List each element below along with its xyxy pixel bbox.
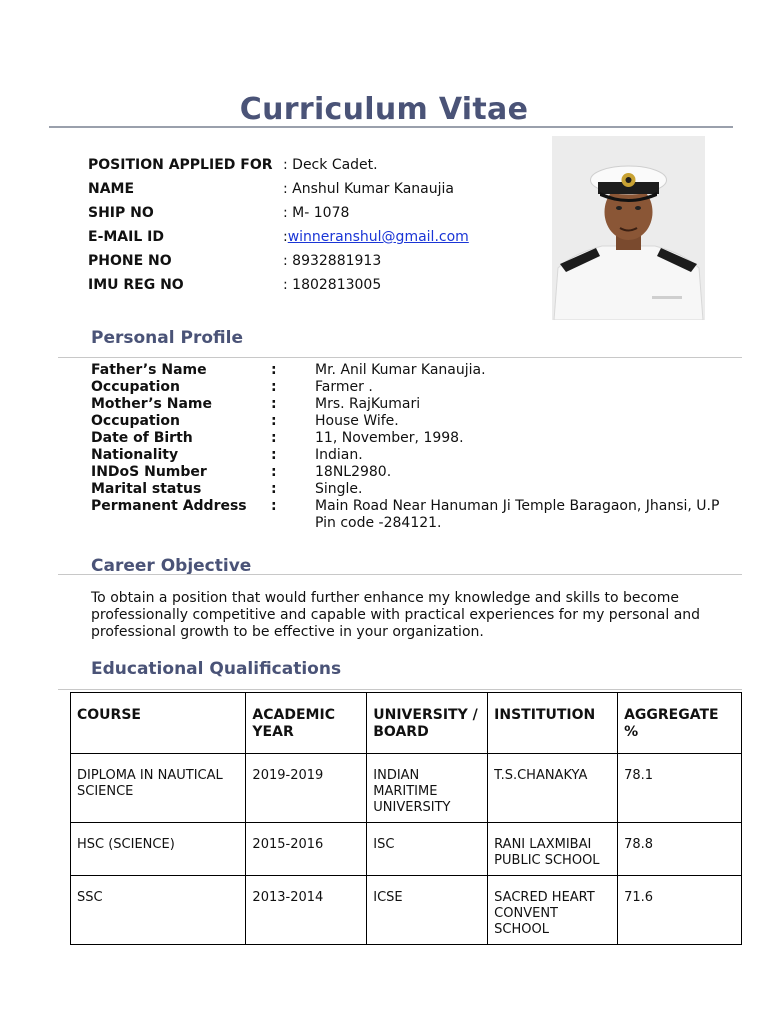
- profile-value: Farmer .: [315, 379, 373, 395]
- profile-row: [91, 413, 741, 430]
- profile-value: 18NL2980.: [315, 464, 392, 480]
- table-cell: 2019-2019: [246, 754, 367, 823]
- table-cell: SACRED HEART CONVENT SCHOOL: [488, 876, 618, 945]
- table-cell: 78.1: [618, 754, 742, 823]
- column-header: UNIVERSITY / BOARD: [367, 693, 488, 754]
- profile-label: Father’s Name: [91, 362, 207, 378]
- profile-value: House Wife.: [315, 413, 399, 429]
- profile-value: Main Road Near Hanuman Ji Temple Baragaon, Jhansi, U.P: [315, 498, 720, 514]
- profile-value: Mr. Anil Kumar Kanaujia.: [315, 362, 486, 378]
- table-cell: INDIAN MARITIME UNIVERSITY: [367, 754, 488, 823]
- profile-row: [91, 362, 741, 379]
- field-label: POSITION APPLIED FOR: [88, 157, 273, 173]
- page-title: Curriculum Vitae: [239, 92, 529, 127]
- profile-row: [91, 481, 741, 498]
- table-row: [71, 754, 742, 823]
- profile-row: [91, 498, 741, 532]
- column-header: COURSE: [71, 693, 246, 754]
- profile-value-line2: Pin code -284121.: [315, 515, 442, 531]
- education-table: [70, 692, 742, 945]
- field-label: PHONE NO: [88, 253, 172, 269]
- profile-row: [91, 464, 741, 481]
- profile-value: Indian.: [315, 447, 363, 463]
- career-objective-text: To obtain a position that would further enhance my knowledge and skills to become professionally competitive and capable with practical experiences for my personal and professional growth to be effective in your organization.: [91, 590, 701, 640]
- table-cell: HSC (SCIENCE): [71, 823, 246, 876]
- profile-photo: [552, 136, 705, 320]
- profile-label: Occupation: [91, 379, 181, 395]
- table-row: [71, 876, 742, 945]
- table-cell: 2015-2016: [246, 823, 367, 876]
- field-value: : M- 1078: [283, 205, 350, 221]
- profile-label: Date of Birth: [91, 430, 193, 446]
- profile-label: Mother’s Name: [91, 396, 212, 412]
- education-heading: Educational Qualifications: [91, 659, 342, 679]
- field-label: IMU REG NO: [88, 277, 184, 293]
- profile-colon: :: [271, 447, 277, 463]
- table-cell: 2013-2014: [246, 876, 367, 945]
- profile-colon: :: [271, 464, 277, 480]
- column-header: INSTITUTION: [488, 693, 618, 754]
- field-value: : Deck Cadet.: [283, 157, 378, 173]
- table-cell: RANI LAXMIBAI PUBLIC SCHOOL: [488, 823, 618, 876]
- profile-label: Marital status: [91, 481, 202, 497]
- profile-colon: :: [271, 481, 277, 497]
- table-header-row: [71, 693, 742, 754]
- table-cell: ICSE: [367, 876, 488, 945]
- personal-profile-heading: Personal Profile: [91, 328, 243, 348]
- field-value: : 8932881913: [283, 253, 382, 269]
- profile-value: Mrs. RajKumari: [315, 396, 421, 412]
- email-link[interactable]: winneranshul@gmail.com: [287, 229, 469, 245]
- column-header: AGGREGATE %: [618, 693, 742, 754]
- profile-row: [91, 396, 741, 413]
- table-cell: SSC: [71, 876, 246, 945]
- profile-photo-illustration: [552, 136, 705, 320]
- table-cell: 78.8: [618, 823, 742, 876]
- email-prefix: :: [283, 229, 288, 245]
- profile-label: Permanent Address: [91, 498, 247, 514]
- title-divider: [49, 126, 733, 128]
- profile-value: 11, November, 1998.: [315, 430, 464, 446]
- profile-label: INDoS Number: [91, 464, 207, 480]
- field-value: : Anshul Kumar Kanaujia: [283, 181, 454, 197]
- profile-colon: :: [271, 413, 277, 429]
- personal-profile-list: [91, 362, 741, 532]
- table-cell: T.S.CHANAKYA: [488, 754, 618, 823]
- field-label: NAME: [88, 181, 135, 197]
- profile-colon: :: [271, 362, 277, 378]
- personal-profile-divider: [58, 357, 742, 358]
- field-label: E-MAIL ID: [88, 229, 164, 245]
- profile-colon: :: [271, 396, 277, 412]
- profile-row: [91, 379, 741, 396]
- profile-row: [91, 430, 741, 447]
- table-cell: ISC: [367, 823, 488, 876]
- table-cell: DIPLOMA IN NAUTICAL SCIENCE: [71, 754, 246, 823]
- profile-label: Nationality: [91, 447, 179, 463]
- career-objective-heading: Career Objective: [91, 556, 252, 576]
- profile-row: [91, 447, 741, 464]
- column-header: ACADEMIC YEAR: [246, 693, 367, 754]
- profile-colon: :: [271, 379, 277, 395]
- profile-colon: :: [271, 498, 277, 514]
- education-divider: [58, 689, 742, 690]
- profile-label: Occupation: [91, 413, 181, 429]
- career-objective-divider: [58, 574, 742, 575]
- field-value: [283, 227, 469, 247]
- field-label: SHIP NO: [88, 205, 154, 221]
- table-row: [71, 823, 742, 876]
- field-value: : 1802813005: [283, 277, 382, 293]
- profile-value: Single.: [315, 481, 363, 497]
- profile-colon: :: [271, 430, 277, 446]
- table-cell: 71.6: [618, 876, 742, 945]
